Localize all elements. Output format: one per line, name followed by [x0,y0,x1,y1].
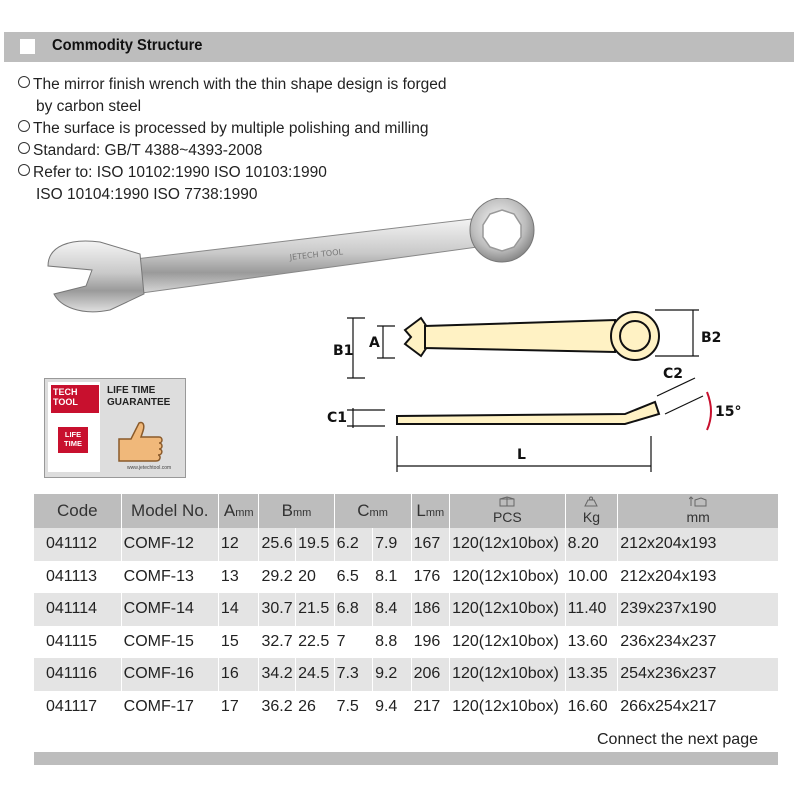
description-line: The surface is processed by multiple polishing and milling [18,118,447,140]
bullet-circle-icon [18,142,30,154]
cell-kg: 13.35 [565,658,618,691]
cell-l: 176 [411,561,450,594]
cell-kg: 10.00 [565,561,618,594]
cell-pcs: 120(12x10box) [450,528,566,561]
cell-kg: 16.60 [565,691,618,724]
section-header [4,32,794,62]
cell-c1: 6.2 [334,528,373,561]
footer-note [34,728,778,752]
cell-l: 217 [411,691,450,724]
cell-c1: 6.8 [334,593,373,626]
cell-pcs: 120(12x10box) [450,658,566,691]
footer-bar [34,752,778,765]
svg-text:A: A [369,335,380,351]
cell-kg: 8.20 [565,528,618,561]
cell-pcs: 120(12x10box) [450,561,566,594]
cell-b1: 29.2 [259,561,296,594]
bullet-circle-icon [18,76,30,88]
cell-c1: 6.5 [334,561,373,594]
cell-l: 196 [411,626,450,659]
col-header-code: Code [34,494,121,528]
cell-c2: 8.1 [373,561,412,594]
cell-model: COMF-17 [121,691,218,724]
section-title: Commodity Structure [52,37,203,54]
cell-dim: 236x234x237 [618,626,778,659]
col-header-dim: mm [618,494,778,528]
table-header-row [34,494,778,528]
cell-a: 16 [218,658,259,691]
cell-c1: 7 [334,626,373,659]
cell-dim: 239x237x190 [618,593,778,626]
cell-l: 167 [411,528,450,561]
cell-model: COMF-13 [121,561,218,594]
description-line: The mirror finish wrench with the thin shape design is forged [18,74,447,96]
cell-pcs: 120(12x10box) [450,593,566,626]
table-row [34,561,778,594]
badge-url: www.jetechtool.com [127,465,172,471]
bullet-circle-icon [18,120,30,132]
guarantee-text: LIFE TIME GUARANTEE [107,385,171,408]
cell-b2: 20 [296,561,335,594]
description-line: Refer to: ISO 10102:1990 ISO 10103:1990 [18,162,447,184]
cell-l: 186 [411,593,450,626]
description-list [18,74,447,206]
cell-c2: 9.4 [373,691,412,724]
table-row [34,626,778,659]
col-header-kg: Kg [565,494,618,528]
svg-text:C1: C1 [327,410,348,426]
col-header-model: Model No. [121,494,218,528]
cell-b1: 30.7 [259,593,296,626]
cell-dim: 212x204x193 [618,561,778,594]
cell-code: 041114 [34,593,121,626]
cell-code: 041113 [34,561,121,594]
cell-c2: 7.9 [373,528,412,561]
cell-a: 15 [218,626,259,659]
col-header-l: Lmm [411,494,450,528]
cell-a: 14 [218,593,259,626]
col-header-b: Bmm [259,494,334,528]
weight-icon [584,496,598,507]
svg-text:B1: B1 [333,343,354,359]
cell-b2: 24.5 [296,658,335,691]
life-time-stamp: LIFE TIME [58,427,88,453]
lifetime-guarantee-badge [44,378,186,478]
cell-b2: 19.5 [296,528,335,561]
svg-text:C2: C2 [663,366,684,382]
brand-logo: TECH TOOL [51,385,99,413]
description-line: Standard: GB/T 4388~4393-2008 [18,140,447,162]
next-page-text: Connect the next page [596,731,758,748]
wrench-dimension-diagram [325,296,775,476]
cell-c2: 8.8 [373,626,412,659]
cell-b1: 34.2 [259,658,296,691]
cell-dim: 266x254x217 [618,691,778,724]
cell-model: COMF-16 [121,658,218,691]
svg-text:L: L [517,447,526,463]
bullet-circle-icon [18,164,30,176]
cell-model: COMF-12 [121,528,218,561]
col-header-c: Cmm [334,494,411,528]
cell-b1: 36.2 [259,691,296,724]
dimension-icon [689,496,707,507]
cell-l: 206 [411,658,450,691]
cell-c2: 8.4 [373,593,412,626]
cell-model: COMF-14 [121,593,218,626]
cell-c2: 9.2 [373,658,412,691]
cell-code: 041115 [34,626,121,659]
cell-b2: 21.5 [296,593,335,626]
cell-code: 041112 [34,528,121,561]
svg-text:15°: 15° [715,404,742,420]
cell-c1: 7.3 [334,658,373,691]
header-square-icon [20,39,35,54]
cell-kg: 11.40 [565,593,618,626]
description-line: ISO 10104:1990 ISO 7738:1990 [36,186,258,203]
cell-pcs: 120(12x10box) [450,691,566,724]
svg-text:JETECH TOOL: JETECH TOOL [289,247,344,262]
thumbs-up-icon [111,419,167,463]
table-row [34,528,778,561]
spec-table [34,494,778,723]
cell-a: 13 [218,561,259,594]
cell-model: COMF-15 [121,626,218,659]
cell-kg: 13.60 [565,626,618,659]
cell-a: 17 [218,691,259,724]
cell-dim: 212x204x193 [618,528,778,561]
cell-b1: 32.7 [259,626,296,659]
table-row [34,691,778,724]
cell-a: 12 [218,528,259,561]
cell-dim: 254x236x237 [618,658,778,691]
cell-b2: 26 [296,691,335,724]
box-icon [499,496,515,507]
cell-c1: 7.5 [334,691,373,724]
svg-text:B2: B2 [701,330,722,346]
col-header-pcs: PCS [450,494,566,528]
description-line: by carbon steel [36,98,142,115]
badge-left-panel [48,382,100,472]
cell-pcs: 120(12x10box) [450,626,566,659]
col-header-a: Amm [218,494,259,528]
cell-code: 041117 [34,691,121,724]
cell-b1: 25.6 [259,528,296,561]
table-row [34,593,778,626]
cell-code: 041116 [34,658,121,691]
table-row [34,658,778,691]
cell-b2: 22.5 [296,626,335,659]
